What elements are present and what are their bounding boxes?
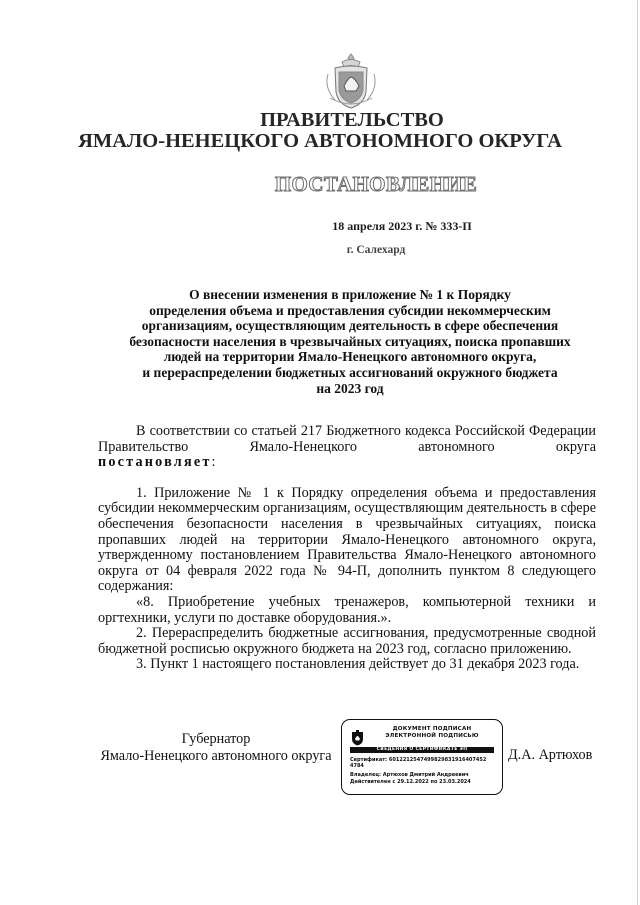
- position-line-1: Губернатор: [181, 731, 251, 747]
- document-title: [100, 287, 600, 396]
- electronic-signature-stamp: [341, 719, 503, 795]
- org-line-2: ЯМАЛО-НЕНЕЦКОГО АВТОНОМНОГО ОКРУГА: [78, 130, 562, 152]
- title-line: безопасности населения в чрезвычайных ситуациях, поиска пропавших: [129, 333, 571, 349]
- stamp-heading-line-2: ЭЛЕКТРОННОЙ ПОДПИСЬЮ: [385, 733, 479, 739]
- document-type-heading: ПОСТАНОВЛЕНИЕ: [274, 172, 478, 196]
- title-line: на 2023 год: [316, 380, 384, 396]
- resolves-word: постановляет: [98, 454, 212, 471]
- stamp-emblem-icon: [350, 729, 365, 746]
- stamp-cert-bar: СВЕДЕНИЯ О СЕРТИФИКАТЕ ЭП: [350, 747, 494, 753]
- document-body: [98, 424, 596, 673]
- stamp-validity: Действителен с 29.12.2022 по 23.03.2024: [350, 779, 471, 785]
- item-1-quote: «8. Приобретение учебных тренажеров, компьютерной техники и оргтехники, услуги по доставке оборудования.».: [98, 593, 596, 626]
- stamp-cert-number-cont: 4784: [350, 763, 364, 769]
- signatory-name: Д.А. Артюхов: [508, 747, 593, 763]
- government-header: [0, 110, 640, 152]
- signatory-position: [96, 731, 336, 765]
- date-and-number: 18 апреля 2023 г. № 333-П: [332, 219, 472, 233]
- position-line-2: Ямало-Ненецкого автономного округа: [100, 748, 332, 764]
- city: г. Салехард: [346, 244, 406, 256]
- stamp-cert-number: Сертификат: 6012212547499829831916407452: [350, 757, 487, 763]
- resolves-colon: :: [211, 454, 216, 471]
- stamp-heading-line-1: ДОКУМЕНТ ПОДПИСАН: [392, 726, 472, 732]
- preamble-text: В соответствии со статьей 217 Бюджетного кодекса Российской Федерации Правительство Ямало-Ненецкого автономного округа: [98, 423, 596, 455]
- stamp-owner: Владелец: Артюхов Дмитрий Андреевич: [350, 772, 469, 778]
- coat-of-arms-emblem: [322, 52, 380, 112]
- title-line: и перераспределении бюджетных ассигнований окружного бюджета: [142, 364, 558, 380]
- title-line: О внесении изменения в приложение № 1 к Порядку: [189, 287, 511, 302]
- org-line-1: ПРАВИТЕЛЬСТВО: [260, 109, 444, 131]
- item-3-paragraph: 3. Пункт 1 настоящего постановления действует до 31 декабря 2023 года.: [136, 656, 580, 673]
- item-1-paragraph: 1. Приложение № 1 к Порядку определения объема и предоставления субсидии некоммерческим организациям, осуществляющим деятельность в сфере обеспечения безопасности населения в чрезвычайных ситуациях, поиска пропавших людей на территории Ямало-Ненецкого автономного округа, утвержденному постановлением Правительства Ямало-Ненецкого автономного округа от 04 февраля 2022 года № 94-П, дополнить пунктом 8 следующего содержания:: [98, 484, 596, 595]
- preamble-paragraph: [98, 424, 596, 455]
- stamp-heading: [368, 726, 496, 740]
- title-line: определения объема и предоставления субсидии некоммерческим: [149, 302, 551, 318]
- title-line: людей на территории Ямало-Ненецкого автономного округа,: [163, 349, 537, 365]
- title-line: организациям, осуществляющим деятельность в сфере обеспечения: [141, 318, 559, 334]
- resolves-line: [98, 455, 596, 471]
- item-2-paragraph: 2. Перераспределить бюджетные ассигнования, предусмотренные сводной бюджетной росписью окружного бюджета на 2023 год, согласно приложению.: [98, 625, 596, 657]
